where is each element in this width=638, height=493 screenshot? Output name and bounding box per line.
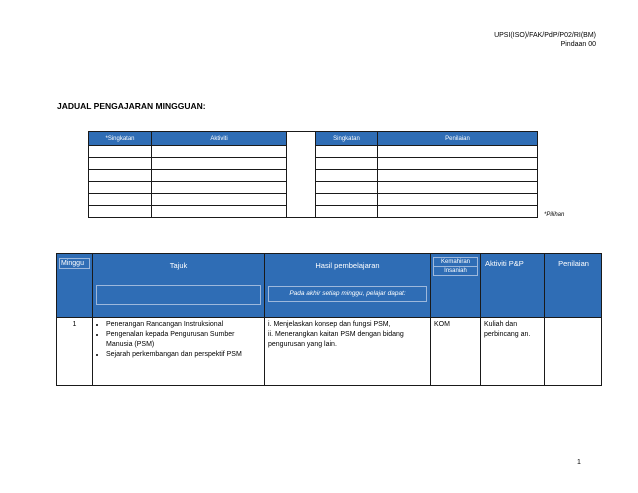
legend-cell[interactable] bbox=[378, 182, 538, 194]
tajuk-item: • Pengenalan kepada Pengurusan Sumber Manusia (PSM) bbox=[106, 330, 261, 350]
legend-cell[interactable] bbox=[89, 158, 152, 170]
legend-cell[interactable] bbox=[152, 146, 287, 158]
header-tajuk-box bbox=[96, 285, 261, 305]
legend-cell[interactable] bbox=[316, 146, 378, 158]
header-aktiviti-label: Aktiviti P&P bbox=[485, 259, 524, 268]
legend-header-penilaian: Penilaian bbox=[378, 132, 538, 146]
hasil-item: ii. Menerangkan kaitan PSM dengan bidang pengurusan yang lain. bbox=[268, 331, 404, 348]
header-kemahiran-label: Kemahiran bbox=[433, 257, 478, 267]
header-insaniah-label: Insaniah bbox=[433, 267, 478, 276]
tajuk-item: • Sejarah perkembangan dan perspektif PSM bbox=[106, 350, 261, 360]
document-code-line: UPSI(ISO)/FAK/PdP/P02/RI(BM) bbox=[494, 32, 596, 39]
revision-line: Pindaan 00 bbox=[560, 41, 596, 48]
header-penilaian bbox=[545, 254, 602, 318]
legend-cell[interactable] bbox=[378, 158, 538, 170]
legend-cell[interactable] bbox=[152, 158, 287, 170]
legend-cell[interactable] bbox=[316, 194, 378, 206]
header-tajuk-label: Tajuk bbox=[169, 261, 188, 270]
legend-spacer bbox=[287, 132, 316, 218]
header-minggu-label: Minggu bbox=[59, 258, 90, 269]
legend-cell[interactable] bbox=[152, 182, 287, 194]
legend-header-singkatan: *Singkatan bbox=[89, 132, 152, 146]
legend-cell[interactable] bbox=[89, 146, 152, 158]
legend-cell[interactable] bbox=[152, 206, 287, 218]
cell-aktiviti: Kuliah dan perbincang an. bbox=[481, 318, 545, 386]
legend-cell[interactable] bbox=[378, 170, 538, 182]
page-title: JADUAL PENGAJARAN MINGGUAN: bbox=[57, 101, 206, 111]
header-kemahiran bbox=[431, 254, 481, 318]
cell-minggu: 1 bbox=[57, 318, 93, 386]
hasil-item: i. Menjelaskan konsep dan fungsi PSM, bbox=[268, 321, 391, 328]
header-penilaian-label: Penilaian bbox=[558, 259, 589, 268]
legend-header-aktiviti: Aktiviti bbox=[152, 132, 287, 146]
legend-cell[interactable] bbox=[378, 194, 538, 206]
legend-footnote: *Pilihan bbox=[544, 212, 565, 218]
page-number: 1 bbox=[577, 459, 581, 466]
legend-cell[interactable] bbox=[89, 194, 152, 206]
schedule-header-row bbox=[57, 254, 602, 318]
legend-cell[interactable] bbox=[316, 158, 378, 170]
cell-hasil bbox=[265, 318, 431, 386]
legend-cell[interactable] bbox=[378, 206, 538, 218]
header-hasil bbox=[265, 254, 431, 318]
header-hasil-label: Hasil pembelajaran bbox=[315, 261, 380, 270]
legend-cell[interactable] bbox=[152, 170, 287, 182]
header-minggu bbox=[57, 254, 93, 318]
legend-header-singkatan-2: Singkatan bbox=[316, 132, 378, 146]
header-hasil-sub: Pada akhir setiap minggu, pelajar dapat: bbox=[268, 286, 427, 302]
header-aktiviti bbox=[481, 254, 545, 318]
legend-cell[interactable] bbox=[89, 182, 152, 194]
legend-table bbox=[88, 131, 538, 218]
legend-cell[interactable] bbox=[316, 182, 378, 194]
cell-tajuk bbox=[93, 318, 265, 386]
document-code bbox=[494, 31, 596, 49]
legend-cell[interactable] bbox=[316, 170, 378, 182]
legend-cell[interactable] bbox=[378, 146, 538, 158]
header-tajuk bbox=[93, 254, 265, 318]
cell-penilaian bbox=[545, 318, 602, 386]
legend-cell[interactable] bbox=[89, 170, 152, 182]
legend-cell[interactable] bbox=[89, 206, 152, 218]
legend-cell[interactable] bbox=[152, 194, 287, 206]
cell-kemahiran: KOM bbox=[431, 318, 481, 386]
weekly-schedule-table bbox=[56, 253, 602, 386]
tajuk-item: • Penerangan Rancangan Instruksional bbox=[106, 320, 261, 330]
legend-header-row bbox=[89, 132, 538, 146]
legend-cell[interactable] bbox=[316, 206, 378, 218]
table-row bbox=[57, 318, 602, 386]
